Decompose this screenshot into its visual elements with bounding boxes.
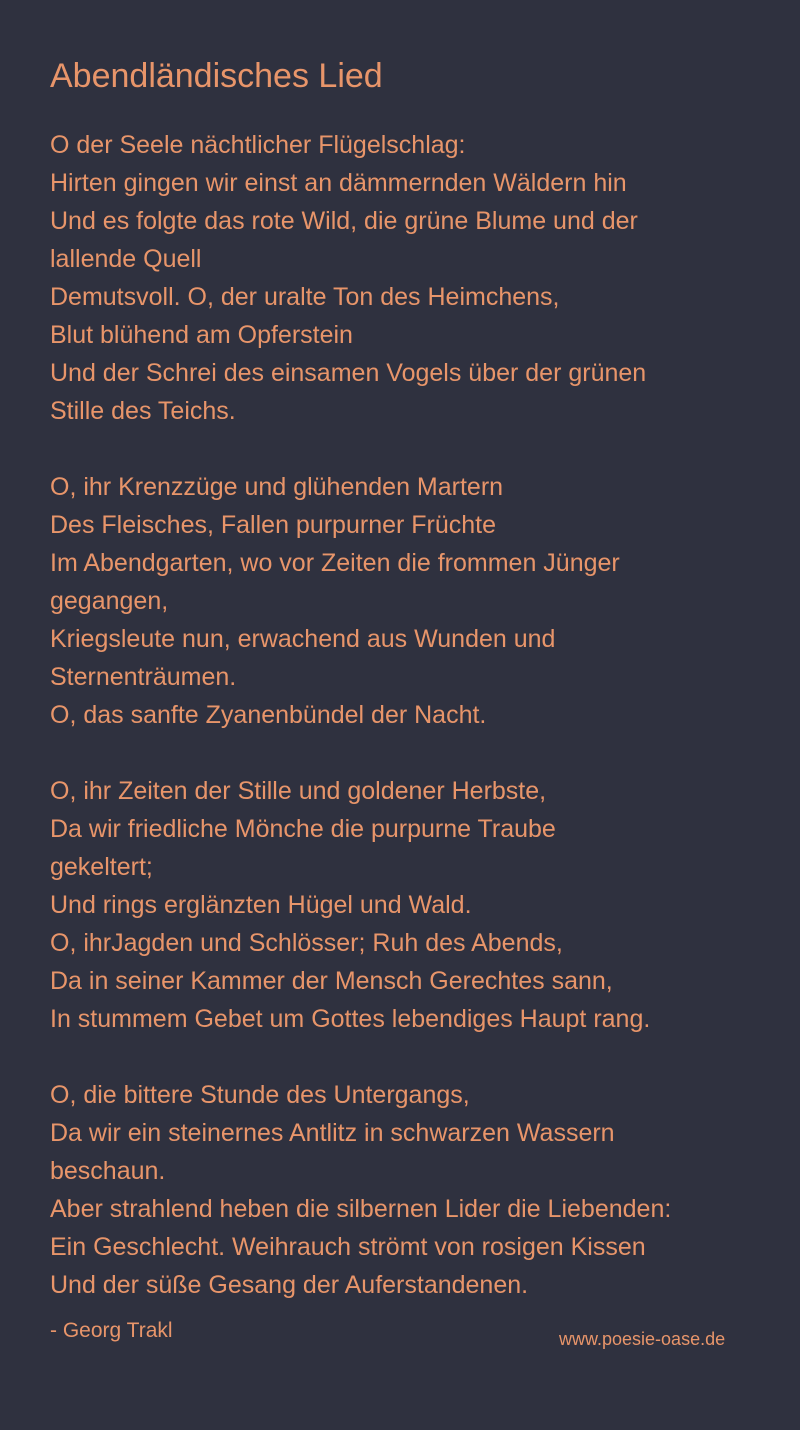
poem-line: O, ihr Zeiten der Stille und goldener Herbste, — [50, 777, 547, 805]
poem-line: gegangen, — [50, 587, 169, 615]
poem-line: Im Abendgarten, wo vor Zeiten die frommen Jünger — [50, 549, 620, 577]
poem-line: O, das sanfte Zyanenbündel der Nacht. — [50, 701, 487, 729]
poem-line: Und der Schrei des einsamen Vogels über der grünen — [50, 359, 647, 387]
poem-line: Und rings erglänzten Hügel und Wald. — [50, 891, 472, 919]
poem-line: Demutsvoll. O, der uralte Ton des Heimchens, — [50, 283, 560, 311]
poem-line: beschaun. — [50, 1157, 166, 1185]
stanza-gap — [50, 734, 760, 772]
poem-line: Blut blühend am Opferstein — [50, 321, 353, 349]
poem-line: Da wir friedliche Mönche die purpurne Traube — [50, 815, 556, 843]
poem-line: Sternenträumen. — [50, 663, 237, 691]
poem-line: O, ihrJagden und Schlösser; Ruh des Abends, — [50, 929, 563, 957]
poem-body — [50, 126, 760, 1304]
poem-line: Des Fleisches, Fallen purpurner Früchte — [50, 511, 497, 539]
poem-line: Stille des Teichs. — [50, 397, 236, 425]
stanza-gap — [50, 430, 760, 468]
poem-line: O, die bittere Stunde des Untergangs, — [50, 1081, 470, 1109]
poem-line: Ein Geschlecht. Weihrauch strömt von rosigen Kissen — [50, 1233, 646, 1261]
poem-line: Kriegsleute nun, erwachend aus Wunden und — [50, 625, 556, 653]
poem-title: Abendländisches Lied — [50, 57, 383, 95]
poem-line: O, ihr Krenzzüge und glühenden Martern — [50, 473, 504, 501]
poem-line: In stummem Gebet um Gottes lebendiges Haupt rang. — [50, 1005, 651, 1033]
poem-line: Da wir ein steinernes Antlitz in schwarzen Wassern — [50, 1119, 615, 1147]
poem-line: lallende Quell — [50, 245, 202, 273]
stanza-gap — [50, 1038, 760, 1076]
poem-line: Hirten gingen wir einst an dämmernden Wäldern hin — [50, 169, 627, 197]
poem-line: Aber strahlend heben die silbernen Lider die Liebenden: — [50, 1195, 672, 1223]
poem-line: O der Seele nächtlicher Flügelschlag: — [50, 131, 466, 159]
poem-line: Und der süße Gesang der Auferstandenen. — [50, 1271, 529, 1299]
website-url[interactable]: www.poesie-oase.de — [559, 1329, 726, 1349]
poem-line: Da in seiner Kammer der Mensch Gerechtes sann, — [50, 967, 613, 995]
poem-line: gekeltert; — [50, 853, 153, 881]
poem-line: Und es folgte das rote Wild, die grüne Blume und der — [50, 207, 638, 235]
poem-author: - Georg Trakl — [50, 1319, 173, 1342]
